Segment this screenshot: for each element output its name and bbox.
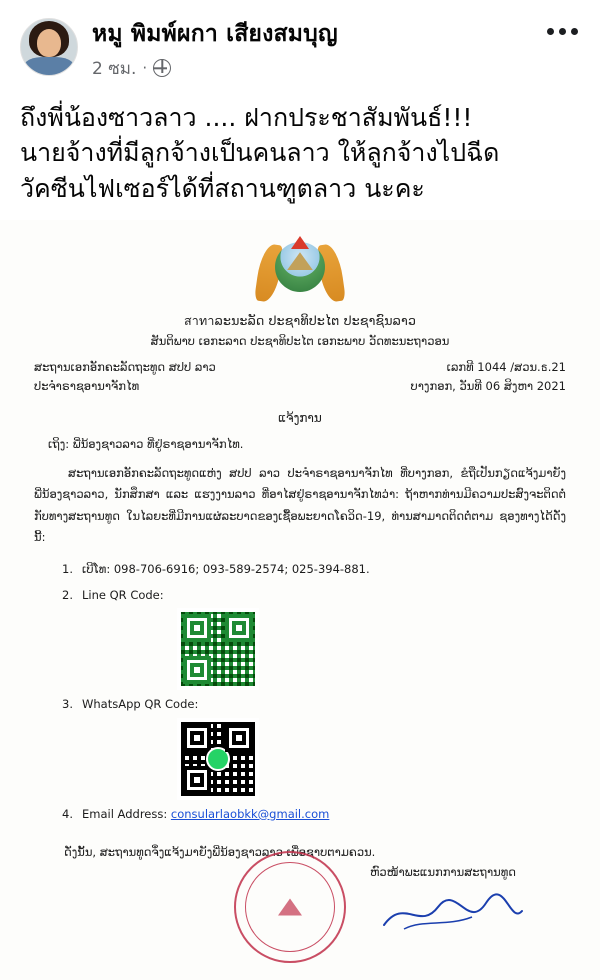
lao-national-emblem-icon <box>258 236 342 308</box>
list-item-number: 1. <box>62 562 73 577</box>
list-item-number: 4. <box>62 806 73 821</box>
handwritten-signature-icon <box>376 891 526 935</box>
document-closing: ດັ່ງນັ້ນ, ສະຖານທູດຈຶ່ງແຈ້ງມາຍັງພີ່ນ້ອງຊາວລາວ ເພື່ອຊາບຕາມຄວນ. <box>64 845 376 860</box>
document-signature-area <box>34 865 566 935</box>
post-meta <box>92 55 338 82</box>
document-contact-list <box>62 560 566 824</box>
list-item-label: ເບີໂທ: 098-706-6916; 093-589-2574; 025-394-881. <box>82 562 370 577</box>
document-subject: ແຈ້ງການ <box>278 411 322 426</box>
embassy-seal-icon <box>234 851 346 963</box>
more-options-icon[interactable] <box>547 28 578 35</box>
list-item-label: WhatsApp QR Code: <box>82 697 199 712</box>
document-addressee: ເຖິງ: ພີ່ນ້ອງຊາວລາວ ທີ່ຢູ່ຣາຊອານາຈັກໄທ. <box>48 437 244 452</box>
list-item <box>62 586 566 690</box>
avatar[interactable] <box>20 18 78 76</box>
list-item-label: Email Address: <box>82 806 168 821</box>
post-text-line-1: ถึงพี่น้องซาวลาว .... ฝากประชาสัมพันธ์!!! <box>20 102 473 132</box>
list-item-number: 2. <box>62 587 73 602</box>
line-qr-code <box>178 609 258 689</box>
document-reference-number: ເລກທີ 1044 /ສວນ.ธ.21 <box>446 360 566 375</box>
document-office-line-2: ປະຈຳຣາຊອານາຈັກໄທ <box>34 378 140 393</box>
meta-separator: · <box>142 59 148 78</box>
document-motto-line: ສັນຕິພາບ ເອກະລາດ ປະຊາທິປະໄຕ ເອກະພາບ ວັດທະນະຖາວອນ <box>150 334 450 349</box>
list-item <box>62 560 566 580</box>
list-item <box>62 695 566 799</box>
author-name[interactable]: หมู พิมพ์ผกา เสียงสมบุญ <box>92 21 338 47</box>
post-author-block <box>92 18 338 82</box>
document-paragraph: ສະຖານເອກອັກຄະລັດຖະທູດແຫ່ງ ສປປ ລາວ ປະຈຳຣາຊອານາຈັກໄທ ທີ່ບາງກອກ, ຂໍຖືເປັນກຽດແຈ້ງມາຍັງພີ່ນ້ອງຊາວລາວ, ນັກສຶກສາ ແລະ ແຮງງານລາວ ທີ່ອາໄສຢູ່ຣາຊອານາຈັກໄທວ່າ: ຖ້າຫາກທ່ານມີຄວາມປະສົງຈະຕິດຕໍ່ກັບທາງສະຖານທູດ ໃນໄລຍະທີ່ມີການແຜ່ລະບາດຂອງເຊື້ອພະຍາດໂຄວິດ-19, ທ່ານສາມາດຕິດຕໍ່ຕາມ ຊອງທາງໄດ້ດັ່ງນີ້: <box>34 466 566 544</box>
post-body-text <box>0 86 600 217</box>
document-office-line-1: ສະຖານເອກອັກຄະລັດຖະທູດ ສປປ ລາວ <box>34 360 216 375</box>
whatsapp-icon <box>206 747 230 771</box>
signature-title: ຫົວໜ້າພະແນກການສະຖານທູດ <box>370 864 516 879</box>
globe-icon[interactable] <box>153 59 171 77</box>
document-country-line: สาทาລະນະລັດ ປະຊາທິປະໄຕ ປະຊາຊົນລາວ <box>183 313 417 329</box>
list-item-number: 3. <box>62 697 73 712</box>
list-item-label: Line QR Code: <box>82 587 164 602</box>
post-text-line-2: นายจ้างที่มีลูกจ้างเป็นคนลาว ให้ลูกจ้างไปฉีด <box>20 138 500 168</box>
attached-document-image[interactable] <box>0 220 600 980</box>
post-text-line-3: วัคซีนไฟเซอร์ได้ที่สถานฑูตลาว นะคะ <box>20 173 425 203</box>
post-header <box>0 0 600 86</box>
whatsapp-qr-code <box>178 719 258 799</box>
email-link[interactable]: consularlaobkk@gmail.com <box>170 806 330 821</box>
document-letterhead-row <box>34 358 566 395</box>
list-item <box>62 805 566 825</box>
document-place-date: ບາງກອກ, ວັນທີ 06 ສິງຫາ 2021 <box>410 378 566 393</box>
post-timestamp[interactable]: 2 ซม. <box>92 58 137 79</box>
